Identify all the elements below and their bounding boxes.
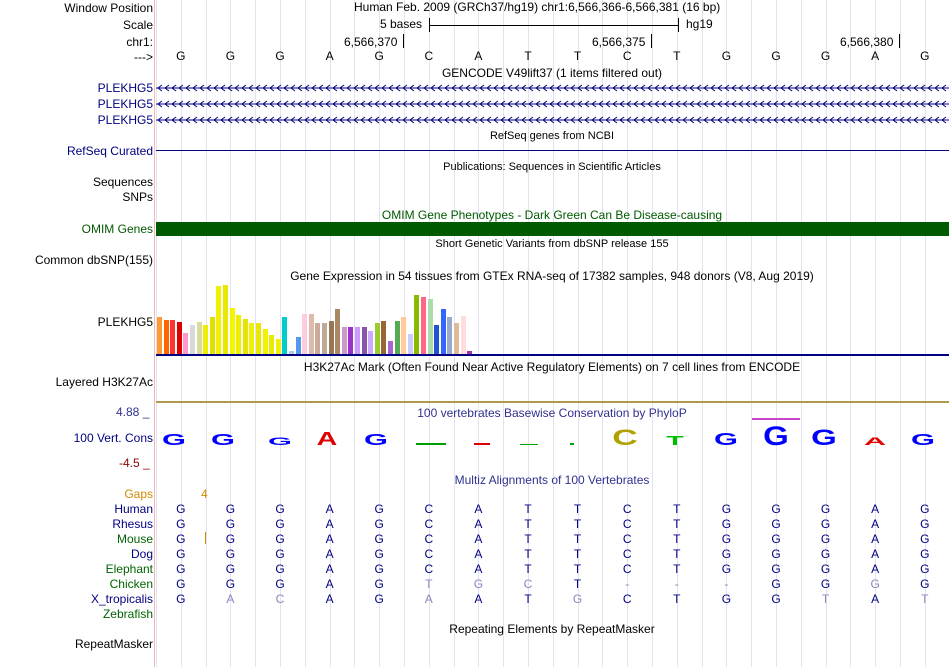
aligned-base: A bbox=[871, 502, 880, 516]
aligned-base: C bbox=[622, 532, 632, 546]
aligned-base: G bbox=[225, 547, 236, 561]
base-letter: G bbox=[721, 49, 732, 63]
aligned-base: G bbox=[820, 532, 831, 546]
aligned-base: T bbox=[673, 562, 681, 576]
base-letter: G bbox=[374, 49, 384, 63]
svg-text:A: A bbox=[863, 435, 887, 448]
base-letter: G bbox=[771, 49, 781, 63]
phylop-title[interactable]: 100 vertebrates Basewise Conservation by PhyloP bbox=[417, 406, 687, 420]
dbsnp-label[interactable]: Common dbSNP(155) bbox=[34, 253, 153, 267]
aligned-base: G bbox=[374, 547, 384, 561]
aligned-base: T bbox=[673, 517, 681, 531]
base-letter: T bbox=[673, 49, 681, 63]
aligned-base: C bbox=[424, 517, 434, 531]
aligned-base: G bbox=[920, 532, 930, 546]
multiz-species-label[interactable]: Zebrafish bbox=[102, 607, 153, 621]
multiz-alignment-row bbox=[156, 607, 950, 621]
base-letter: C bbox=[424, 49, 434, 63]
omim-label[interactable]: OMIM Genes bbox=[81, 222, 153, 236]
multiz-alignment-row bbox=[156, 562, 950, 576]
aligned-base: G bbox=[920, 517, 930, 531]
aligned-base: G bbox=[275, 532, 285, 546]
aligned-base: A bbox=[325, 577, 334, 591]
svg-text:G: G bbox=[763, 422, 789, 452]
gtex-tissue-bar[interactable] bbox=[177, 322, 182, 355]
aligned-base: T bbox=[524, 562, 532, 576]
gtex-tissue-bar[interactable] bbox=[408, 334, 413, 355]
strand-label: ---> bbox=[134, 50, 153, 64]
multiz-alignment-row bbox=[156, 547, 950, 561]
aligned-base: G bbox=[920, 577, 930, 591]
svg-text:G: G bbox=[211, 431, 235, 449]
aligned-base: T bbox=[573, 562, 582, 576]
gtex-tissue-bar[interactable] bbox=[368, 331, 373, 355]
base-letter: G bbox=[225, 49, 236, 63]
gtex-tissue-bar[interactable] bbox=[197, 322, 202, 355]
base-letter: A bbox=[325, 49, 334, 63]
aligned-base: G bbox=[374, 592, 384, 606]
gtex-tissue-bar[interactable] bbox=[414, 295, 419, 355]
multiz-species-label[interactable]: Mouse bbox=[116, 532, 153, 546]
aligned-base: G bbox=[870, 577, 880, 591]
gtex-tissue-bar[interactable] bbox=[203, 325, 208, 355]
aligned-base: G bbox=[176, 562, 186, 576]
aligned-base: G bbox=[771, 562, 781, 576]
aligned-base: G bbox=[721, 502, 732, 516]
track-left-border bbox=[154, 0, 155, 667]
aligned-base: G bbox=[771, 502, 781, 516]
omim-title[interactable]: OMIM Gene Phenotypes - Dark Green Can Be Disease-causing bbox=[381, 208, 723, 222]
gtex-expression-bars[interactable] bbox=[156, 283, 536, 355]
gtex-tissue-bar[interactable] bbox=[282, 317, 287, 355]
aligned-base: C bbox=[424, 532, 434, 546]
aligned-base: A bbox=[474, 532, 483, 546]
coord-tick-mark bbox=[899, 34, 900, 48]
aligned-base: G bbox=[275, 577, 285, 591]
aligned-base: T bbox=[425, 577, 433, 591]
aligned-base: G bbox=[275, 562, 285, 576]
aligned-base: A bbox=[325, 517, 334, 531]
publications-title[interactable]: Publications: Sequences in Scientific Articles bbox=[443, 161, 661, 173]
aligned-base: A bbox=[424, 592, 433, 606]
aligned-base: C bbox=[622, 517, 632, 531]
phylop-label[interactable]: 100 Vert. Cons bbox=[73, 431, 153, 445]
phylop-min: -4.5 _ bbox=[119, 456, 150, 470]
aligned-base: A bbox=[474, 502, 483, 516]
aligned-base: G bbox=[473, 577, 484, 591]
svg-text:C: C bbox=[612, 425, 638, 451]
aligned-base: G bbox=[721, 562, 732, 576]
multiz-species-label[interactable]: Elephant bbox=[105, 562, 153, 576]
gtex-tissue-bar[interactable] bbox=[441, 309, 446, 355]
gencode-gene-label[interactable]: PLEKHG5 bbox=[97, 97, 153, 111]
gtex-tissue-bar[interactable] bbox=[243, 319, 248, 355]
gtex-tissue-bar[interactable] bbox=[322, 323, 327, 355]
aligned-base: G bbox=[176, 592, 186, 606]
aligned-base: T bbox=[673, 547, 681, 561]
mouse-insertion-mark bbox=[205, 532, 206, 544]
scale-bar bbox=[429, 18, 679, 32]
base-letter: G bbox=[820, 49, 831, 63]
aligned-base: T bbox=[573, 517, 582, 531]
aligned-base: G bbox=[176, 577, 186, 591]
aligned-base: C bbox=[523, 577, 533, 591]
base-letter: C bbox=[622, 49, 632, 63]
publications-label[interactable]: Sequences bbox=[92, 175, 153, 189]
aligned-base: T bbox=[573, 547, 582, 561]
aligned-base: G bbox=[225, 577, 236, 591]
gtex-tissue-bar[interactable] bbox=[434, 325, 439, 355]
multiz-species-label[interactable]: Rhesus bbox=[112, 517, 153, 531]
aligned-base: A bbox=[871, 532, 880, 546]
repeatmasker-title[interactable]: Repeating Elements by RepeatMasker bbox=[449, 622, 655, 636]
gtex-label[interactable]: PLEKHG5 bbox=[97, 315, 153, 329]
aligned-base: G bbox=[225, 517, 236, 531]
refseq-label[interactable]: RefSeq Curated bbox=[66, 144, 153, 158]
gtex-tissue-bar[interactable] bbox=[190, 325, 195, 355]
gtex-tissue-bar[interactable] bbox=[236, 315, 241, 355]
aligned-base: G bbox=[374, 517, 384, 531]
aligned-base: G bbox=[275, 517, 285, 531]
aligned-base: A bbox=[325, 532, 334, 546]
aligned-base: T bbox=[524, 592, 532, 606]
gtex-tissue-bar[interactable] bbox=[183, 333, 188, 355]
aligned-base: A bbox=[474, 592, 483, 606]
gtex-tissue-bar[interactable] bbox=[454, 323, 459, 355]
gtex-baseline bbox=[156, 354, 949, 356]
aligned-base: T bbox=[524, 517, 532, 531]
gtex-tissue-bar[interactable] bbox=[342, 327, 347, 355]
coord-tick: 6,566,370 bbox=[344, 35, 398, 49]
aligned-base: - bbox=[724, 577, 729, 591]
aligned-base: G bbox=[771, 577, 781, 591]
aligned-base: G bbox=[820, 517, 831, 531]
scale-label: Scale bbox=[122, 18, 153, 32]
aligned-base: - bbox=[674, 577, 679, 591]
aligned-base: C bbox=[622, 547, 632, 561]
base-letter: G bbox=[920, 49, 930, 63]
gtex-tissue-bar[interactable] bbox=[210, 317, 215, 355]
aligned-base: C bbox=[424, 562, 434, 576]
aligned-base: G bbox=[374, 577, 384, 591]
aligned-base: G bbox=[176, 517, 186, 531]
svg-text:T: T bbox=[666, 433, 684, 448]
aligned-base: G bbox=[176, 547, 186, 561]
aligned-base: G bbox=[176, 502, 186, 516]
gencode-title[interactable]: GENCODE V49lift37 (1 items filtered out) bbox=[441, 66, 663, 80]
aligned-base: G bbox=[771, 517, 781, 531]
aligned-base: T bbox=[673, 592, 681, 606]
gtex-tissue-bar[interactable] bbox=[348, 327, 353, 355]
aligned-base: G bbox=[225, 502, 236, 516]
aligned-base: A bbox=[871, 547, 880, 561]
gene-model[interactable] bbox=[156, 100, 949, 108]
aligned-base: A bbox=[871, 562, 880, 576]
aligned-base: G bbox=[820, 502, 831, 516]
aligned-base: G bbox=[721, 517, 732, 531]
aligned-base: G bbox=[820, 562, 831, 576]
multiz-gaps-value: 4 bbox=[201, 487, 208, 501]
aligned-base: - bbox=[625, 577, 630, 591]
aligned-base: G bbox=[920, 547, 930, 561]
aligned-base: G bbox=[721, 592, 732, 606]
h3k27ac-title[interactable]: H3K27Ac Mark (Often Found Near Active Regulatory Elements) on 7 cell lines from ENCODE bbox=[303, 360, 801, 374]
window-position-label: Window Position bbox=[64, 1, 153, 15]
gtex-tissue-bar[interactable] bbox=[164, 320, 169, 355]
svg-text:G: G bbox=[911, 431, 935, 449]
gtex-tissue-bar[interactable] bbox=[249, 323, 254, 355]
base-letter: T bbox=[573, 49, 582, 63]
aligned-base: G bbox=[920, 502, 930, 516]
repeatmasker-label[interactable]: RepeatMasker bbox=[74, 637, 153, 651]
aligned-base: A bbox=[325, 592, 334, 606]
aligned-base: G bbox=[374, 502, 384, 516]
omim-gene-bar[interactable] bbox=[156, 222, 949, 236]
svg-text:G: G bbox=[714, 429, 738, 450]
aligned-base: A bbox=[325, 502, 334, 516]
base-letter: A bbox=[871, 49, 880, 63]
gene-model[interactable] bbox=[156, 116, 949, 124]
refseq-gene-line[interactable] bbox=[156, 150, 949, 151]
gtex-tissue-bar[interactable] bbox=[401, 317, 406, 355]
aligned-base: A bbox=[325, 547, 334, 561]
gtex-tissue-bar[interactable] bbox=[421, 297, 426, 355]
gtex-tissue-bar[interactable] bbox=[170, 320, 175, 355]
gtex-tissue-bar[interactable] bbox=[223, 285, 228, 355]
multiz-alignment-row bbox=[156, 577, 950, 591]
aligned-base: C bbox=[275, 592, 285, 606]
gtex-tissue-bar[interactable] bbox=[375, 323, 380, 355]
base-letter: G bbox=[275, 49, 285, 63]
svg-text:G: G bbox=[162, 431, 186, 449]
aligned-base: G bbox=[275, 502, 285, 516]
multiz-species-label[interactable]: Dog bbox=[130, 547, 153, 561]
aligned-base: G bbox=[225, 562, 236, 576]
aligned-base: A bbox=[474, 562, 483, 576]
scale-text: 5 bases bbox=[380, 17, 423, 31]
aligned-base: T bbox=[573, 532, 582, 546]
aligned-base: T bbox=[921, 592, 929, 606]
aligned-base: G bbox=[771, 547, 781, 561]
base-letter: T bbox=[524, 49, 532, 63]
h3k27ac-label[interactable]: Layered H3K27Ac bbox=[55, 375, 153, 389]
aligned-base: G bbox=[225, 532, 236, 546]
aligned-base: C bbox=[424, 502, 434, 516]
multiz-alignment-row bbox=[156, 502, 950, 516]
gtex-tissue-bar[interactable] bbox=[329, 321, 334, 355]
aligned-base: C bbox=[424, 547, 434, 561]
aligned-base: C bbox=[622, 562, 632, 576]
multiz-alignment-row bbox=[156, 532, 950, 546]
aligned-base: T bbox=[524, 502, 532, 516]
multiz-alignment-row bbox=[156, 517, 950, 531]
aligned-base: G bbox=[820, 547, 831, 561]
aligned-base: T bbox=[673, 502, 681, 516]
gtex-tissue-bar[interactable] bbox=[263, 329, 268, 355]
coord-tick: 6,566,380 bbox=[840, 35, 894, 49]
multiz-species-label[interactable]: Human bbox=[114, 502, 153, 516]
coord-tick: 6,566,375 bbox=[592, 35, 646, 49]
aligned-base: T bbox=[573, 577, 582, 591]
multiz-alignment-row bbox=[156, 592, 950, 606]
gtex-tissue-bar[interactable] bbox=[256, 323, 261, 355]
gencode-gene-label[interactable]: PLEKHG5 bbox=[97, 113, 153, 127]
gtex-tissue-bar[interactable] bbox=[230, 308, 235, 355]
dbsnp-title[interactable]: Short Genetic Variants from dbSNP release 155 bbox=[435, 238, 669, 250]
aligned-base: G bbox=[721, 532, 732, 546]
aligned-base: G bbox=[920, 562, 930, 576]
svg-text:G: G bbox=[364, 431, 388, 449]
gtex-tissue-bar[interactable] bbox=[269, 335, 274, 355]
gtex-tissue-bar[interactable] bbox=[335, 309, 340, 355]
multiz-title[interactable]: Multiz Alignments of 100 Vertebrates bbox=[454, 473, 650, 487]
aligned-base: G bbox=[572, 592, 583, 606]
gtex-tissue-bar[interactable] bbox=[309, 314, 314, 355]
phylop-logo[interactable] bbox=[156, 415, 950, 455]
aligned-base: A bbox=[871, 517, 880, 531]
aligned-base: C bbox=[622, 592, 632, 606]
aligned-base: A bbox=[325, 562, 334, 576]
aligned-base: C bbox=[622, 502, 632, 516]
aligned-base: G bbox=[771, 532, 781, 546]
gtex-tissue-bar[interactable] bbox=[447, 317, 452, 355]
aligned-base: G bbox=[275, 547, 285, 561]
gencode-gene-label[interactable]: PLEKHG5 bbox=[97, 81, 153, 95]
aligned-base: A bbox=[474, 517, 483, 531]
gtex-tissue-bar[interactable] bbox=[276, 339, 281, 355]
aligned-base: G bbox=[176, 532, 186, 546]
svg-text:A: A bbox=[316, 428, 338, 450]
aligned-base: T bbox=[673, 532, 681, 546]
multiz-species-label[interactable]: X_tropicalis bbox=[90, 592, 153, 606]
svg-text:G: G bbox=[268, 435, 292, 448]
gtex-tissue-bar[interactable] bbox=[395, 321, 400, 355]
refseq-title[interactable]: RefSeq genes from NCBI bbox=[489, 130, 615, 142]
gtex-tissue-bar[interactable] bbox=[296, 337, 301, 355]
aligned-base: A bbox=[871, 592, 880, 606]
gtex-tissue-bar[interactable] bbox=[381, 321, 386, 355]
aligned-base: G bbox=[771, 592, 781, 606]
coord-tick-mark bbox=[651, 34, 652, 48]
aligned-base: T bbox=[524, 532, 532, 546]
gtex-tissue-bar[interactable] bbox=[157, 317, 162, 355]
aligned-base: G bbox=[374, 562, 384, 576]
aligned-base: G bbox=[374, 532, 384, 546]
chr-label: chr1: bbox=[126, 35, 153, 49]
aligned-base: A bbox=[474, 547, 483, 561]
db-label: hg19 bbox=[686, 17, 713, 31]
gtex-tissue-bar[interactable] bbox=[362, 327, 367, 355]
gtex-tissue-bar[interactable] bbox=[388, 341, 393, 355]
gtex-tissue-bar[interactable] bbox=[216, 286, 221, 355]
gene-model[interactable] bbox=[156, 84, 949, 92]
aligned-base: T bbox=[821, 592, 830, 606]
gtex-tissue-bar[interactable] bbox=[461, 316, 466, 355]
svg-text:G: G bbox=[811, 425, 837, 450]
multiz-species-label[interactable]: Chicken bbox=[109, 577, 153, 591]
base-letter: A bbox=[474, 49, 483, 63]
gtex-tissue-bar[interactable] bbox=[302, 314, 307, 355]
publications-snps-label[interactable]: SNPs bbox=[122, 190, 153, 204]
assembly-position: Human Feb. 2009 (GRCh37/hg19) chr1:6,566,366-6,566,381 (16 bp) bbox=[354, 0, 721, 14]
aligned-base: T bbox=[573, 502, 582, 516]
aligned-base: G bbox=[721, 547, 732, 561]
aligned-base: G bbox=[820, 577, 831, 591]
h3k27ac-signal-line bbox=[156, 401, 949, 403]
coord-tick-mark bbox=[403, 34, 404, 48]
gtex-tissue-bar[interactable] bbox=[428, 299, 433, 355]
gtex-tissue-bar[interactable] bbox=[355, 327, 360, 355]
base-sequence-row bbox=[156, 49, 950, 63]
base-letter: G bbox=[176, 49, 186, 63]
phylop-max: 4.88 _ bbox=[116, 405, 150, 419]
multiz-gaps-label[interactable]: Gaps bbox=[124, 487, 153, 501]
aligned-base: A bbox=[226, 592, 235, 606]
gtex-title[interactable]: Gene Expression in 54 tissues from GTEx RNA-seq of 17382 samples, 948 donors (V8, Aug 2019) bbox=[290, 269, 814, 283]
gtex-tissue-bar[interactable] bbox=[315, 323, 320, 355]
aligned-base: T bbox=[524, 547, 532, 561]
